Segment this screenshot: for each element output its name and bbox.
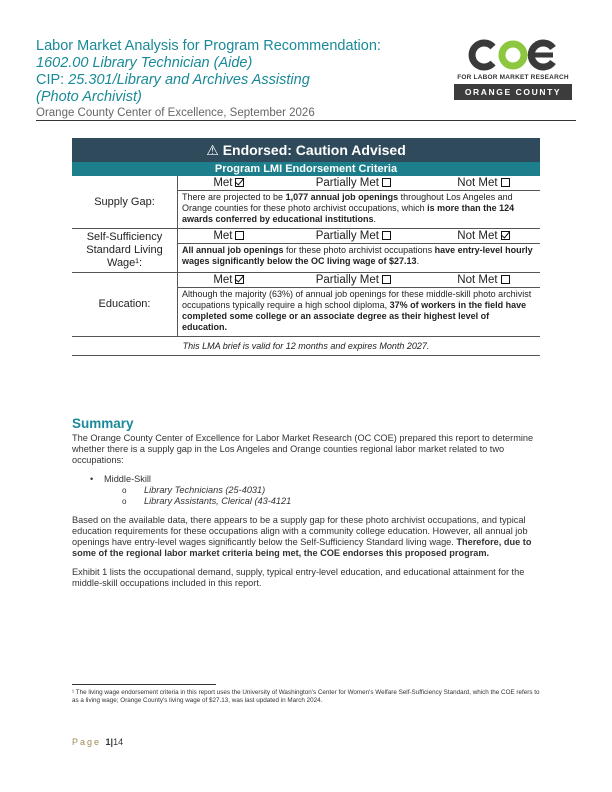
mark-not-met: Not Met (427, 176, 540, 190)
summary-intro: The Orange County Center of Excellence for Labor Market Research (OC COE) prepared this report to determine whether there is a supply gap in the Los Angeles and Orange counties regional labor market related to two occupations: (72, 433, 534, 465)
criteria-marks (178, 273, 540, 288)
empty-box-icon (501, 178, 510, 187)
empty-box-icon (382, 178, 391, 187)
criteria-row (72, 272, 540, 336)
criteria-row (72, 176, 540, 228)
criteria-description: There are projected to be 1,077 annual job openings throughout Los Angeles and Orange counties for these photo archivist occupations, which is more than the 124 awards conferred by educational institutions. (182, 192, 515, 224)
title-line-3: CIP: 25.301/Library and Archives Assisting (36, 72, 310, 88)
empty-box-icon (501, 275, 510, 284)
checked-box-icon (501, 231, 510, 240)
mark-partial: Partially Met (280, 229, 427, 243)
sub-list-item: o Library Technicians (25-4031) (122, 485, 266, 495)
empty-box-icon (235, 231, 244, 240)
criteria-label: Self-Sufficiency Standard Living Wage¹: (86, 231, 163, 269)
report-subtitle: Orange County Center of Excellence, September 2026 (36, 107, 315, 119)
criteria-description: Although the majority (63%) of annual job openings for these middle-skill photo archivist occupations typically require a high school diploma, 37% of workers in the field have completed some college or an associate degree as their highest level of education. (182, 289, 532, 332)
checked-box-icon (235, 178, 244, 187)
sub-list-item: o Library Assistants, Clerical (43-4121 (122, 496, 292, 506)
criteria-content (177, 176, 540, 228)
mark-partial: Partially Met (280, 273, 427, 287)
criteria-table (72, 138, 540, 356)
list-item: • Middle-Skill (90, 474, 151, 484)
summary-exhibit-note: Exhibit 1 lists the occupational demand, supply, typical entry-level education, and educational attainment for the middle-skill occupations included in this report. (72, 567, 525, 588)
criteria-label: Education: (98, 298, 151, 310)
mark-partial: Partially Met (280, 176, 427, 190)
coe-logo (454, 38, 572, 100)
footnote: ¹ The living wage endorsement criteria in this report uses the University of Washington's Center for Women's Welfare Self-Sufficiency Standard, which the COE refers to as a living wage; Orange County's living wage of $27.13, was last updated in March 2024. (72, 689, 540, 704)
header-divider (36, 120, 576, 121)
summary-heading: Summary (72, 416, 134, 431)
criteria-content (177, 273, 540, 336)
summary-conclusion: Based on the available data, there appears to be a supply gap for these photo archivist occupations, and typical education requirements for these occupations align with a community college education. However, all annual job openings have entry-level wages significantly below the Self-Sufficiency Standard living wage. Therefore, due to some of the regional labor market criteria being met, the COE endorses this proposed program. (72, 515, 532, 558)
footnote-divider (72, 684, 216, 685)
mark-not-met: Not Met (427, 273, 540, 287)
criteria-subheading: Program LMI Endorsement Criteria (72, 162, 540, 176)
criteria-description: All annual job openings for these photo archivist occupations have entry-level hourly wages significantly below the OC living wage of $27.13. (182, 245, 533, 266)
mark-met: Met (178, 273, 280, 287)
title-line-1: Labor Market Analysis for Program Recommendation: (36, 38, 381, 54)
criteria-marks (178, 176, 540, 191)
endorsement-status: ⚠ Endorsed: Caution Advised (72, 138, 540, 162)
mark-met: Met (178, 176, 280, 190)
title-line-4: (Photo Archivist) (36, 89, 142, 105)
logo-tagline: FOR LABOR MARKET RESEARCH (457, 74, 569, 81)
mark-not-met: Not Met (427, 229, 540, 243)
empty-box-icon (382, 231, 391, 240)
page-number: Page 1|14 (72, 737, 124, 747)
validity-note: This LMA brief is valid for 12 months and expires Month 2027. (72, 336, 540, 355)
empty-box-icon (382, 275, 391, 284)
criteria-content (177, 229, 540, 272)
coe-logo-icon (467, 39, 559, 71)
occupation-list (72, 474, 542, 507)
logo-county: ORANGE COUNTY (454, 84, 572, 100)
criteria-row (72, 228, 540, 272)
criteria-marks (178, 229, 540, 244)
summary-section (72, 416, 542, 597)
title-line-2: 1602.00 Library Technician (Aide) (36, 55, 253, 71)
criteria-label: Supply Gap: (94, 195, 155, 208)
coe-logo-mark (454, 38, 572, 72)
mark-met: Met (178, 229, 280, 243)
checked-box-icon (235, 275, 244, 284)
